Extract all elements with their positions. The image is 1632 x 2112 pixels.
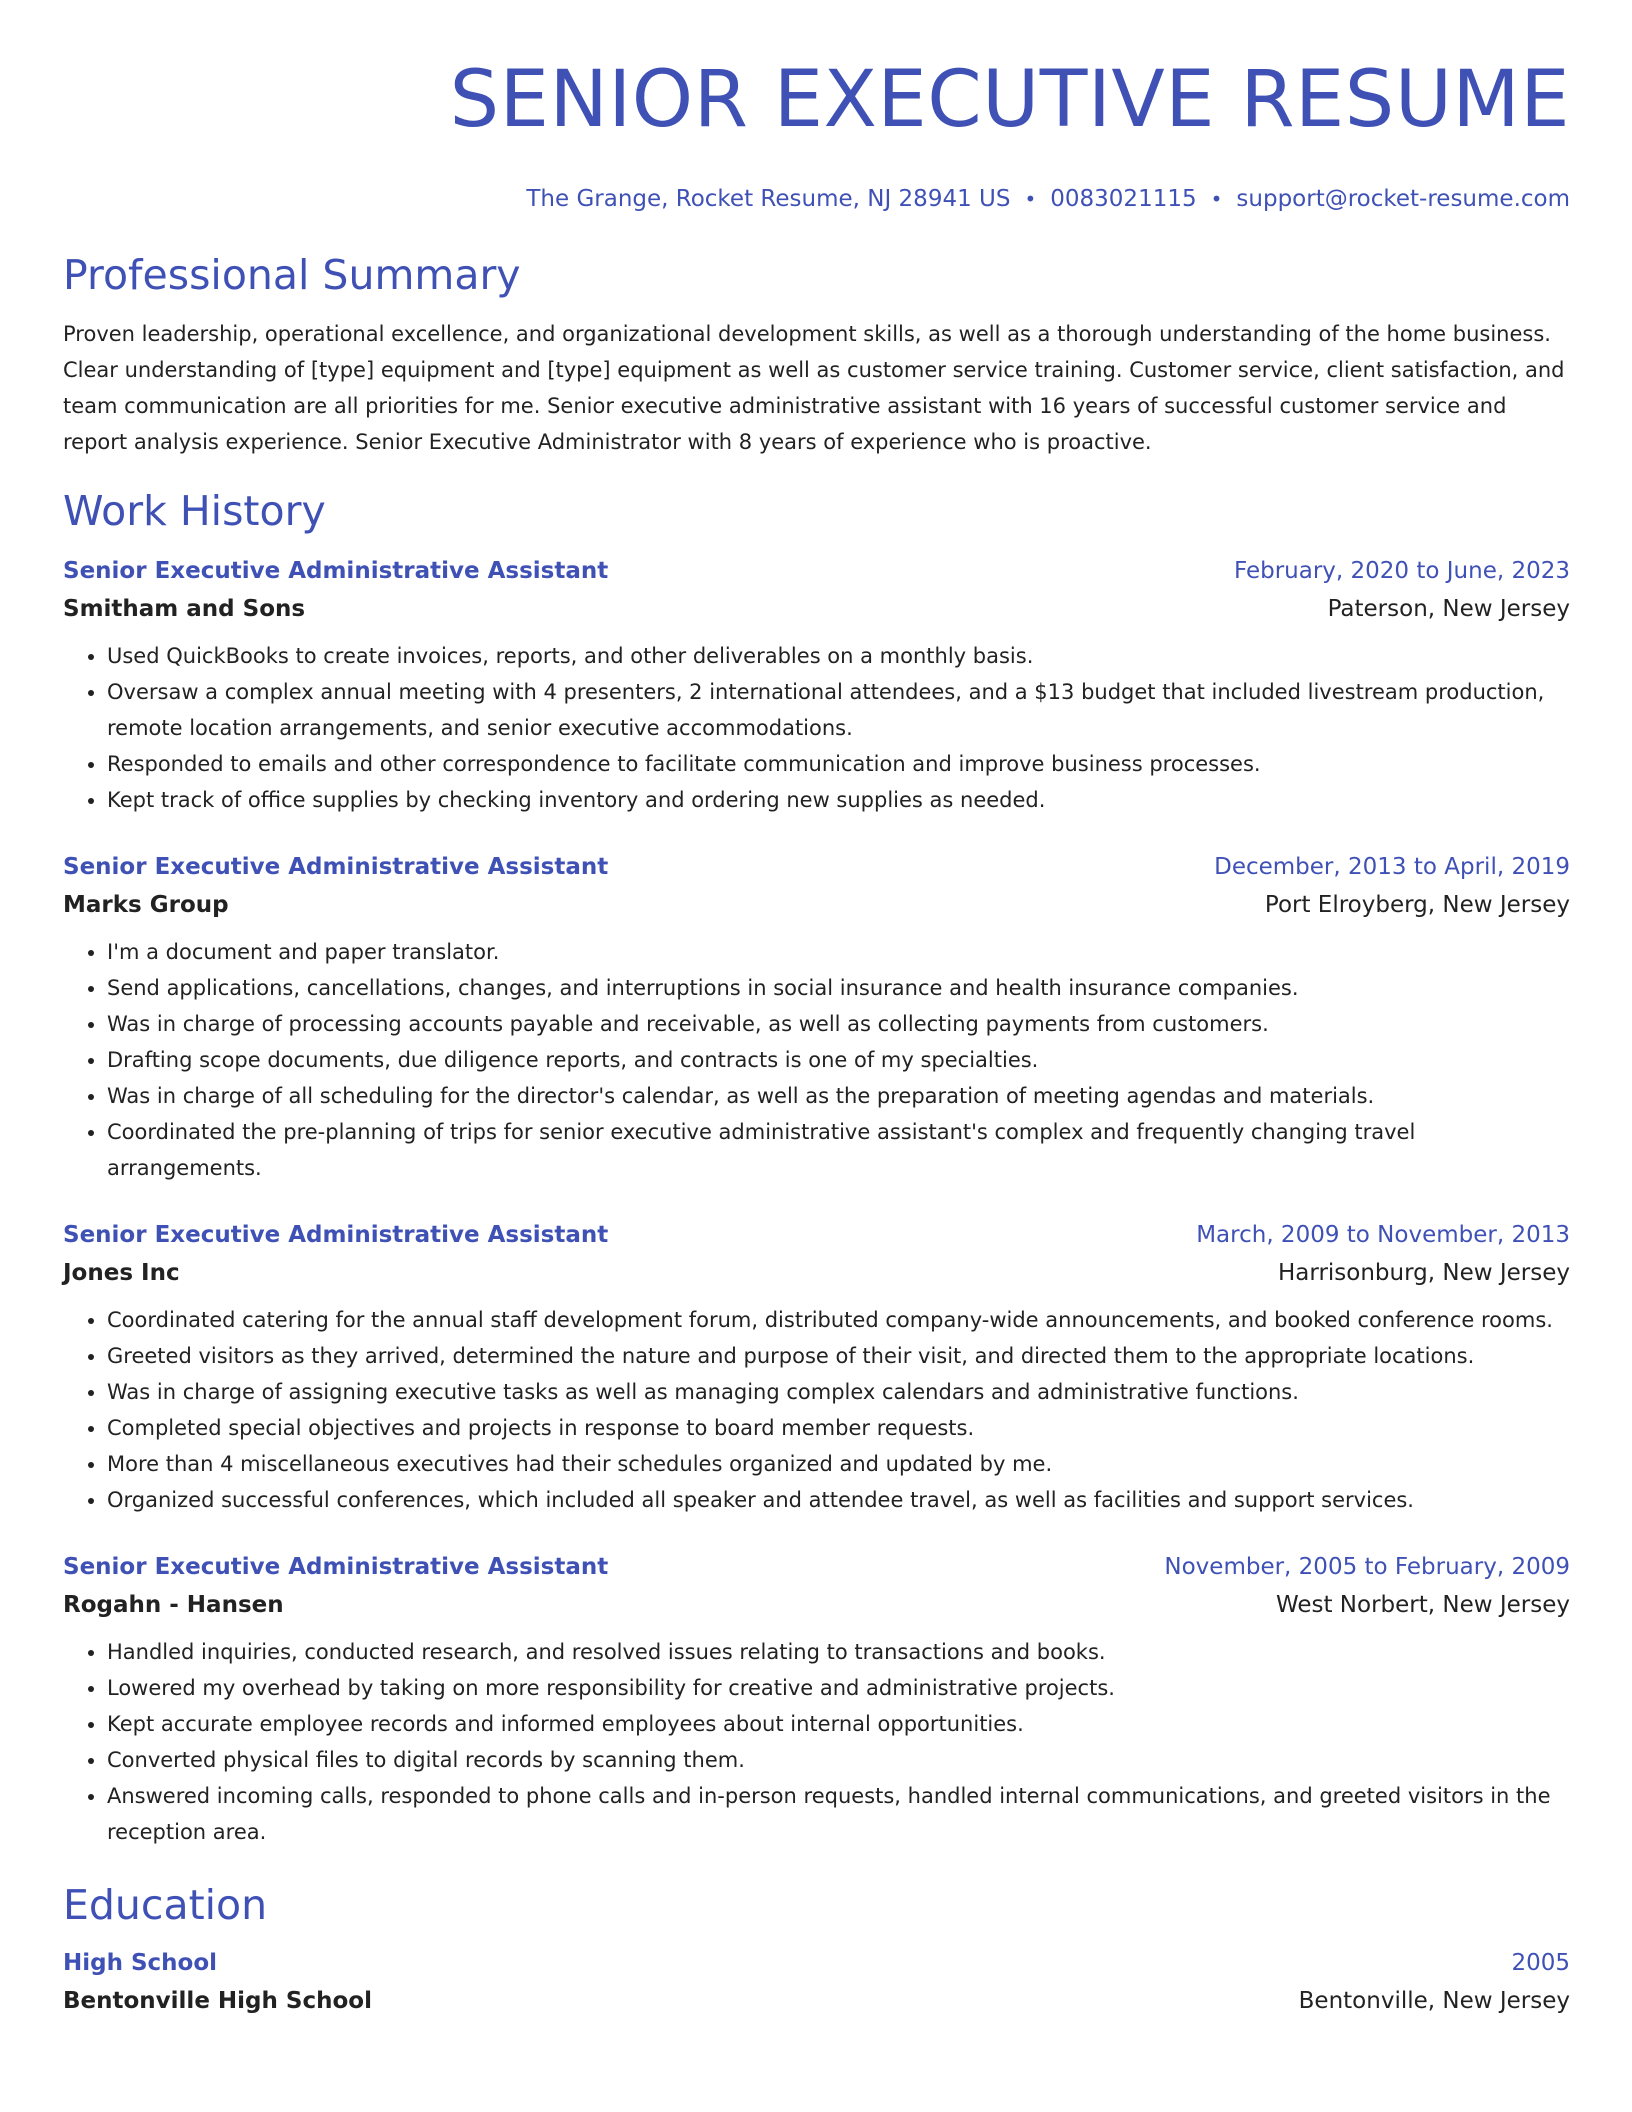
job-location: Harrisonburg, New Jersey — [1278, 1260, 1570, 1286]
job-title-row — [63, 552, 1570, 590]
job-bullet: • Organized successful conferences, which included all speaker and attendee travel, as well as facilities and support services. — [107, 1482, 1570, 1518]
job-bullet: • Converted physical files to digital records by scanning them. — [107, 1742, 1570, 1778]
job-company: Rogahn - Hansen — [63, 1592, 284, 1618]
contact-separator: • — [1210, 187, 1223, 211]
job-dates: December, 2013 to April, 2019 — [1214, 854, 1570, 880]
job-company-row — [63, 1586, 1570, 1624]
contact-phone: 0083021115 — [1050, 186, 1197, 212]
job-location: West Norbert, New Jersey — [1275, 1592, 1570, 1618]
job-entry — [63, 848, 1570, 1186]
job-title-row — [63, 1548, 1570, 1586]
job-location: Port Elroyberg, New Jersey — [1264, 892, 1570, 918]
job-bullet: • Used QuickBooks to create invoices, reports, and other deliverables on a monthly basis. — [107, 638, 1570, 674]
job-title: Senior Executive Administrative Assistant — [63, 854, 609, 880]
job-bullet: • Answered incoming calls, responded to phone calls and in-person requests, handled internal communications, and greeted visitors in the reception area. — [107, 1778, 1570, 1850]
job-bullet: • Kept accurate employee records and informed employees about internal opportunities. — [107, 1706, 1570, 1742]
job-title: Senior Executive Administrative Assistant — [63, 1222, 609, 1248]
job-bullet: • Coordinated the pre-planning of trips for senior executive administrative assistant's complex and frequently changing travel arrangements. — [107, 1114, 1570, 1186]
job-bullet: • Oversaw a complex annual meeting with 4 presenters, 2 international attendees, and a $13 budget that included livestream production, remote location arrangements, and senior executive accommodations. — [107, 674, 1570, 746]
education-year: 2005 — [1511, 1950, 1570, 1976]
job-bullet: • I'm a document and paper translator. — [107, 934, 1570, 970]
education-school-row — [63, 1982, 1570, 2020]
job-company: Jones Inc — [63, 1260, 180, 1286]
job-bullet: • Coordinated catering for the annual staff development forum, distributed company-wide announcements, and booked conference rooms. — [107, 1302, 1570, 1338]
job-bullet: • Was in charge of processing accounts payable and receivable, as well as collecting payments from customers. — [107, 1006, 1570, 1042]
contact-line — [63, 184, 1570, 214]
job-entry — [63, 1548, 1570, 1850]
job-bullet: • Was in charge of all scheduling for the director's calendar, as well as the preparation of meeting agendas and materials. — [107, 1078, 1570, 1114]
education-heading: Education — [63, 1881, 268, 1929]
work-history-heading: Work History — [63, 487, 326, 535]
job-bullet: • Completed special objectives and projects in response to board member requests. — [107, 1410, 1570, 1446]
job-bullet: • Handled inquiries, conducted research, and resolved issues relating to transactions and books. — [107, 1634, 1570, 1670]
job-title-row — [63, 1216, 1570, 1254]
job-bullet: • Kept track of office supplies by checking inventory and ordering new supplies as needed. — [107, 782, 1570, 818]
job-bullet: • Send applications, cancellations, changes, and interruptions in social insurance and health insurance companies. — [107, 970, 1570, 1006]
job-company: Marks Group — [63, 892, 229, 918]
education-location: Bentonville, New Jersey — [1298, 1988, 1570, 2014]
job-bullets — [63, 1302, 1570, 1518]
education-degree-row — [63, 1944, 1570, 1982]
job-company-row — [63, 886, 1570, 924]
job-dates: November, 2005 to February, 2009 — [1164, 1554, 1570, 1580]
contact-email[interactable]: support@rocket-resume.com — [1236, 186, 1570, 212]
education-school: Bentonville High School — [63, 1988, 372, 2014]
job-bullets — [63, 638, 1570, 818]
job-bullets — [63, 934, 1570, 1186]
job-dates: March, 2009 to November, 2013 — [1196, 1222, 1570, 1248]
job-title-row — [63, 848, 1570, 886]
job-entry — [63, 1216, 1570, 1518]
job-company-row — [63, 590, 1570, 628]
resume-name: SENIOR EXECUTIVE RESUME — [449, 55, 1570, 145]
job-bullet: • Greeted visitors as they arrived, determined the nature and purpose of their visit, and directed them to the appropriate locations. — [107, 1338, 1570, 1374]
summary-heading: Professional Summary — [63, 251, 521, 299]
contact-address: The Grange, Rocket Resume, NJ 28941 US — [526, 186, 1011, 212]
resume-header — [63, 52, 1570, 214]
job-bullet: • Was in charge of assigning executive tasks as well as managing complex calendars and administrative functions. — [107, 1374, 1570, 1410]
job-bullet: • Drafting scope documents, due diligence reports, and contracts is one of my specialties. — [107, 1042, 1570, 1078]
job-entry — [63, 552, 1570, 818]
job-bullet: • Lowered my overhead by taking on more responsibility for creative and administrative projects. — [107, 1670, 1570, 1706]
job-company: Smitham and Sons — [63, 596, 306, 622]
job-bullet: • More than 4 miscellaneous executives had their schedules organized and updated by me. — [107, 1446, 1570, 1482]
job-title: Senior Executive Administrative Assistant — [63, 558, 609, 584]
job-location: Paterson, New Jersey — [1327, 596, 1570, 622]
education-degree: High School — [63, 1950, 218, 1976]
education-entry — [63, 1944, 1570, 2020]
summary-text: Proven leadership, operational excellence, and organizational development skills, as well as a thorough understanding of the home business. Clear understanding of [type] equipment and [type] equipment as well as customer service training. Customer service, client satisfaction, and team communication are all priorities for me. Senior executive administrative assistant with 16 years of successful customer service and report analysis experience. Senior Executive Administrator with 8 years of experience who is proactive. — [63, 322, 1565, 454]
job-bullets — [63, 1634, 1570, 1850]
job-title: Senior Executive Administrative Assistant — [63, 1554, 609, 1580]
job-dates: February, 2020 to June, 2023 — [1233, 558, 1570, 584]
job-bullet: • Responded to emails and other correspondence to facilitate communication and improve business processes. — [107, 746, 1570, 782]
contact-separator: • — [1024, 187, 1037, 211]
job-company-row — [63, 1254, 1570, 1292]
